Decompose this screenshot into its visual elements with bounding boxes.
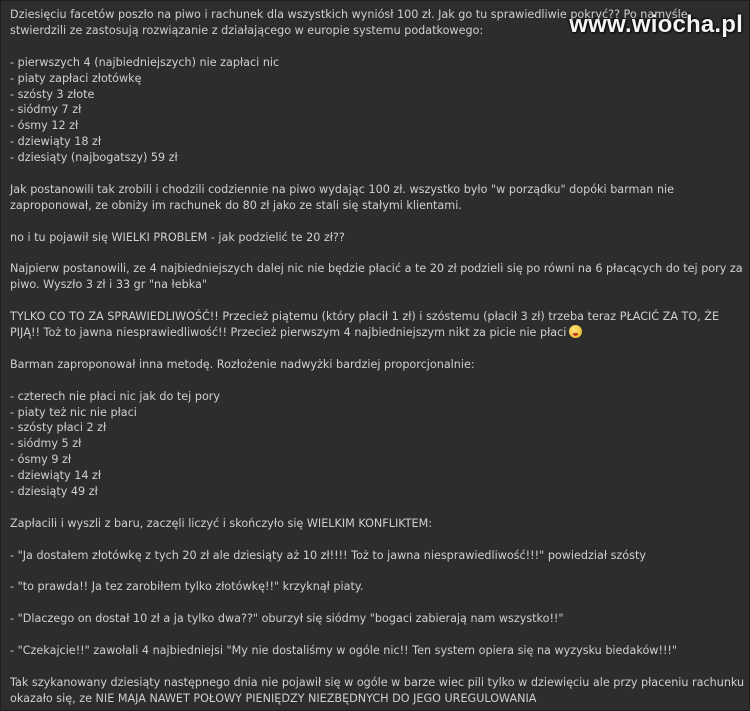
list-item: - siódmy 5 zł xyxy=(10,437,82,451)
list-item: - piaty zapłaci złotówkę xyxy=(10,71,142,85)
first-split-paragraph: Najpierw postanowili, ze 4 najbiedniejszych dalej nic nie będzie płacić a te 20 zł podzieli się po równi na 6 płacących do tej pory za piwo. Wyszło 3 zł i 33 gr "na łebka" xyxy=(10,262,743,292)
ending-paragraph: Tak szykanowany dziesiąty następnego dnia nie pojawił się w ogóle w barze wiec pili tylko w dziewięciu ale przy płaceniu rachunku okazało się, ze NIE MAJA NAWET POŁOWY PIENIĘDZY NIEZBĘDNYCH DO JEGO UREGULOWANIA xyxy=(10,675,745,705)
list-item: - szósty płaci 2 zł xyxy=(10,421,107,435)
payment-list-original xyxy=(10,55,745,166)
site-watermark: www.wiocha.pl xyxy=(569,11,743,38)
injustice-text: TYLKO CO TO ZA SPRAWIEDLIWOŚĆ!! Przecież piątemu (który płacił 1 zł) i szóstemu (płacił 3 zł) trzeba teraz PŁACIĆ ZA TO, ŻE PIJĄ!! Toż to jawna niesprawiedliwość!! Przecież pierwszym 4 najbiedniejszym nikt za picie nie płaci xyxy=(10,310,720,340)
list-item: - pierwszych 4 (najbiedniejszych) nie zapłaci nic xyxy=(10,55,280,69)
list-item: - szósty 3 złote xyxy=(10,87,95,101)
problem-paragraph: no i tu pojawił się WIELKI PROBLEM - jak podzielić te 20 zł?? xyxy=(10,230,345,244)
quote-fifth: - "to prawda!! Ja tez zarobiłem tylko złotówkę!!" krzyknął piaty. xyxy=(10,580,364,594)
post-body xyxy=(10,7,745,707)
intro-paragraph: Dziesięciu facetów poszło na piwo i rachunek dla wszystkich wyniósł 100 zł. Jak go tu sprawiedliwie pokryć?? Po namyśle stwierdzili ze zastosują rozwiązanie z działającego w europie systemu podatkowego: xyxy=(10,8,688,37)
list-item: - ósmy 12 zł xyxy=(10,119,79,133)
list-item: - piaty też nic nie płaci xyxy=(10,405,137,419)
payment-list-proportional xyxy=(10,389,745,500)
quote-seventh: - "Dlaczego on dostał 10 zł a ja tylko dwa??" oburzył się siódmy "bogaci zabierają nam wszystko!!" xyxy=(10,612,564,626)
list-item: - dziesiąty 49 zł xyxy=(10,485,98,499)
method-paragraph: Barman zaproponował inna metodę. Rozłożenie nadwyżki bardziej proporcjonalnie: xyxy=(10,357,475,371)
list-item: - dziewiąty 18 zł xyxy=(10,135,102,149)
list-item: - siódmy 7 zł xyxy=(10,103,82,117)
injustice-paragraph xyxy=(10,309,745,341)
list-item: - czterech nie płaci nic jak do tej pory xyxy=(10,389,221,403)
quote-poorest: - "Czekajcie!!" zawołali 4 najbiedniejsi "My nie dostaliśmy w ogóle nic!! Ten system opiera się na wyzysku biedaków!!!" xyxy=(10,644,678,658)
discount-paragraph: Jak postanowili tak zrobili i chodzili codziennie na piwo wydając 100 zł. wszystko było "w porządku" dopóki barman nie zaproponował, ze obniży im rachunek do 80 zł jako ze stali się stałymi klientami. xyxy=(10,182,675,212)
list-item: - dziewiąty 14 zł xyxy=(10,469,102,483)
list-item: - ósmy 9 zł xyxy=(10,453,72,467)
tongue-emoji-icon xyxy=(569,325,582,338)
list-item: - dziesiąty (najbogatszy) 59 zł xyxy=(10,151,178,165)
quote-sixth: - "Ja dostałem złotówkę z tych 20 zł ale dziesiąty aż 10 zł!!!! Toż to jawna niesprawiedliwość!!!" powiedział szósty xyxy=(10,548,646,562)
conflict-paragraph: Zapłacili i wyszli z baru, zaczęli liczyć i skończyło się WIELKIM KONFLIKTEM: xyxy=(10,516,433,530)
